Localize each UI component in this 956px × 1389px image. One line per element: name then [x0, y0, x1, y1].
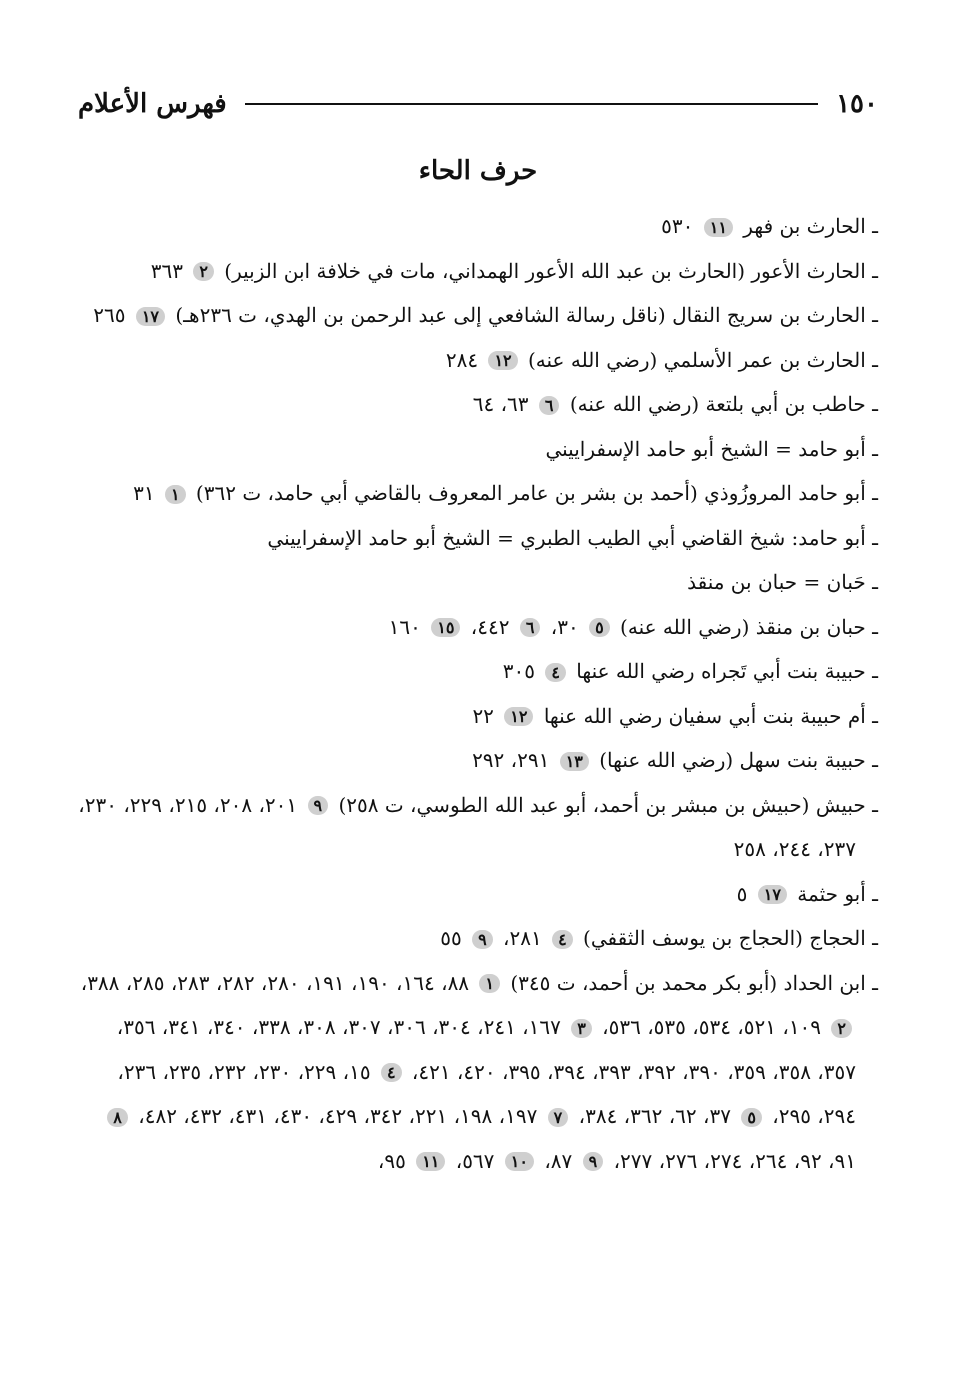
volume-badge: ١٧ [136, 307, 165, 326]
volume-badge: ١٥ [431, 618, 460, 637]
section-title: حرف الحاء [418, 156, 538, 186]
entry-text: ٥٣٠ [661, 214, 700, 238]
volume-badge: ١١ [416, 1152, 445, 1171]
entry-text: ١٦٠ [388, 614, 428, 639]
entry-text: ٤٤٢، [464, 614, 516, 639]
volume-badge: ٩ [583, 1152, 604, 1171]
entry-text: ٢٢ [472, 703, 501, 728]
entry-text: ٥٥ [440, 926, 469, 950]
entry-text: ٢٠١، ٢٠٨، ٢١٥، ٢٢٩، ٢٣٠، ٢٣٧، ٢٤٤، ٢٥٨ [78, 792, 856, 861]
page-header [78, 84, 878, 124]
index-entry [78, 605, 878, 650]
index-entry [78, 204, 878, 249]
index-entry [78, 427, 878, 472]
entry-text: ٥ [736, 881, 754, 906]
volume-badge: ٤ [545, 663, 566, 682]
volume-badge: ١٢ [488, 351, 517, 370]
entry-text: ـ حبيش (حبيش بن مبشر بن أحمد، أبو عبد الله الطوسي، ت ٢٥٨) [332, 792, 878, 817]
entry-text: ١٩٧، ١٩٨، ٢٢١، ٣٤٢، ٤٢٩، ٤٣٠، ٤٣١، ٤٣٢، ٤٨٢، [131, 1104, 544, 1128]
page-number: ١٥٠ [836, 89, 878, 119]
entry-text: ٢٨١، [496, 926, 549, 950]
volume-badge: ١ [479, 974, 500, 993]
index-entry [78, 738, 878, 783]
index-entry [78, 560, 878, 605]
index-entry [78, 649, 878, 694]
header-rule [245, 103, 818, 105]
entry-text: ٣٧، ٦٢، ٣٦٢، ٣٨٤، [572, 1104, 738, 1128]
entry-text: ـ أم حبيبة بنت أبي سفيان رضي الله عنها [537, 703, 878, 728]
index-entry [78, 249, 878, 294]
entry-text: ـ حبيبة بنت سهل (رضي الله عنها) [592, 748, 878, 772]
entry-text: ـ الحارث بن فهر [736, 214, 878, 238]
entry-text: ـ أبو حامد: شيخ القاضي أبي الطيب الطبري = الشيخ أبو حامد الإسفراييني [267, 525, 878, 550]
entry-text: ـ حاطب بن أبي بلتعة (رضي الله عنه) [563, 392, 878, 416]
volume-badge: ٩ [308, 796, 329, 815]
volume-badge: ١٧ [758, 885, 787, 904]
entry-text: ـ أبو حامد = الشيخ أبو حامد الإسفراييني [545, 436, 878, 461]
volume-badge: ١ [165, 485, 186, 504]
volume-badge: ٤ [552, 930, 573, 949]
entry-text: ـ حبان بن منقذ (رضي الله عنه) [613, 614, 878, 639]
volume-badge: ٣ [571, 1019, 592, 1038]
volume-badge: ٦ [539, 396, 560, 415]
volume-badge: ٧ [548, 1108, 569, 1127]
entry-text: ٨٧، [537, 1148, 579, 1173]
entry-text: ٣٦٣ [150, 258, 190, 283]
volume-badge: ١٢ [504, 707, 533, 726]
volume-badge: ٦ [520, 618, 541, 637]
entry-text: ٢٦٥ [93, 303, 132, 327]
index-entry [78, 872, 878, 917]
index-entry [78, 382, 878, 427]
volume-badge: ٢ [193, 262, 214, 281]
entry-text: ٣٠، [544, 614, 586, 639]
entry-text: ١٦٧، ٢٤١، ٣٠٤، ٣٠٦، ٣٠٧، ٣٠٨، ٣٣٨، ٣٤٠، ٣٤١، ٣٥٦، ٣٥٧، ٣٥٨، ٣٥٩، ٣٩٠، ٣٩٢، ٣٩٣، ٣٩٤، ٣٩٥، ٤٢٠، ٤٢١، [116, 1015, 856, 1084]
entry-text: ٩٥، [377, 1148, 413, 1173]
entry-text: ٩١، ٩٢، ٢٦٤، ٢٧٤، ٢٧٦، ٢٧٧، [607, 1148, 856, 1173]
index-entry [78, 516, 878, 561]
entry-text: ٦٣، ٦٤ [472, 392, 535, 416]
entry-text: ١٠٩، ٥٢١، ٥٣٤، ٥٣٥، ٥٣٦، [595, 1015, 828, 1039]
volume-badge: ٨ [107, 1108, 128, 1127]
entry-text: ـ حَبان = حبان بن منقذ [687, 570, 878, 594]
entry-text: ٥٦٧، [449, 1148, 501, 1173]
index-entry [78, 293, 878, 338]
entry-text: ـ الحارث بن عمر الأسلمي (رضي الله عنه) [521, 347, 878, 372]
volume-badge: ١٠ [505, 1152, 534, 1171]
volume-badge: ٥ [741, 1108, 762, 1127]
entry-text: ـ حبيبة بنت أبي تَجراه رضي الله عنها [569, 659, 878, 683]
entry-text: ـ أبو حثمة [790, 881, 878, 906]
index-entry [78, 961, 878, 1184]
entry-text: ـ الحارث بن سريج النقال (ناقل رسالة الشافعي إلى عبد الرحمن بن الهدي، ت ٢٣٦هـ) [169, 303, 878, 327]
entry-text: ١٥، ٢٢٩، ٢٣٠، ٢٣٢، ٢٣٥، ٢٣٦، ٢٩٤، ٢٩٥، [117, 1059, 856, 1128]
index-entry [78, 694, 878, 739]
volume-badge: ٩ [472, 930, 493, 949]
entry-text: ٢٨٤ [445, 347, 485, 372]
entry-text: ـ أبو حامد المروزُوذي (أحمد بن بشر بن عامر المعروف بالقاضي أبي حامد، ت ٣٦٢) [189, 481, 878, 505]
index-entry [78, 338, 878, 383]
index-entries [78, 204, 878, 1183]
volume-badge: ١٣ [560, 752, 589, 771]
index-entry [78, 783, 878, 872]
index-entry [78, 916, 878, 961]
volume-badge: ٢ [831, 1019, 852, 1038]
volume-badge: ١١ [704, 218, 733, 237]
entry-text: ٢٩١، ٢٩٢ [472, 748, 556, 772]
entry-text: ٣٠٥ [502, 659, 542, 683]
entry-text: ٨٨، ١٦٤، ١٩٠، ١٩١، ٢٨٠، ٢٨٢، ٢٨٣، ٢٨٥، ٣٨٨، [80, 970, 476, 995]
entry-text: ٣١ [133, 481, 161, 505]
volume-badge: ٥ [589, 618, 610, 637]
running-title: فهرس الأعلام [78, 89, 227, 119]
entry-text: ـ ابن الحداد (أبو بكر محمد بن أحمد، ت ٣٤٥) [504, 970, 878, 995]
entry-text: ـ الحارث الأعور (الحارث بن عبد الله الأعور الهمداني، مات في خلافة ابن الزبير) [217, 258, 878, 283]
index-entry [78, 471, 878, 516]
entry-text: ـ الحجاج (الحجاج بن يوسف الثقفي) [576, 926, 878, 950]
volume-badge: ٤ [381, 1063, 402, 1082]
